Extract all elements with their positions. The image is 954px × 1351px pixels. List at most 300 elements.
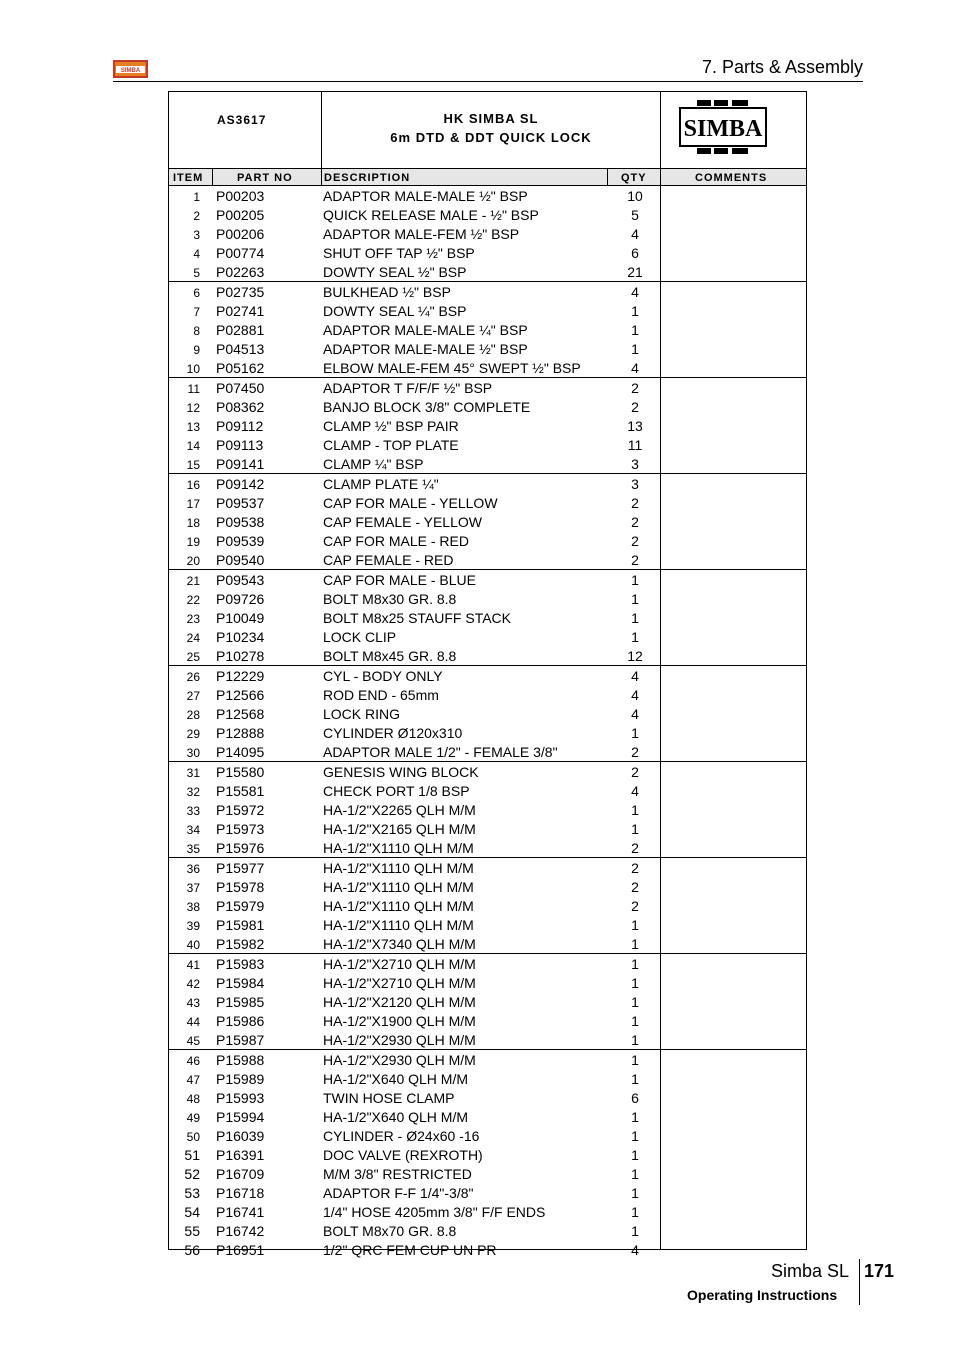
row-part-no: P15977 (216, 860, 265, 876)
row-description: CAP FOR MALE - YELLOW (323, 495, 498, 511)
row-part-no: P09538 (216, 514, 265, 530)
table-row (169, 186, 806, 205)
row-part-no: P15983 (216, 956, 265, 972)
row-qty: 4 (631, 1242, 639, 1258)
footer-subtitle: Operating Instructions (687, 1287, 838, 1303)
table-row (169, 742, 806, 762)
table-row (169, 608, 806, 627)
row-qty: 1 (631, 802, 639, 818)
row-item: 19 (186, 535, 200, 549)
row-item: 20 (186, 554, 200, 568)
row-qty: 1 (631, 591, 639, 607)
row-description: CYLINDER Ø120x310 (323, 725, 463, 741)
row-item: 42 (186, 977, 200, 991)
row-description: BOLT M8x45 GR. 8.8 (323, 648, 457, 664)
row-qty: 3 (631, 456, 639, 472)
row-item: 45 (186, 1034, 200, 1048)
row-item: 40 (186, 938, 200, 952)
row-qty: 2 (631, 399, 639, 415)
row-qty: 2 (631, 514, 639, 530)
row-qty: 10 (627, 188, 643, 204)
table-row (169, 570, 806, 589)
row-item: 48 (186, 1092, 200, 1106)
row-part-no: P12566 (216, 687, 265, 703)
row-description: BOLT M8x70 GR. 8.8 (323, 1223, 457, 1239)
column-headers (169, 169, 806, 186)
row-description: DOC VALVE (REXROTH) (323, 1147, 483, 1163)
row-part-no: P16718 (216, 1185, 265, 1201)
row-description: ADAPTOR MALE-MALE ½" BSP (323, 341, 528, 357)
row-qty: 2 (631, 533, 639, 549)
row-item: 46 (186, 1054, 200, 1068)
table-row (169, 224, 806, 243)
row-part-no: P15580 (216, 764, 265, 780)
table-row (169, 589, 806, 608)
assembly-title: HK SIMBA SL (443, 111, 539, 126)
table-row (169, 1030, 806, 1050)
row-item: 7 (193, 305, 200, 319)
row-description: HA-1/2"X1110 QLH M/M (323, 860, 474, 876)
row-item: 28 (186, 708, 200, 722)
row-qty: 2 (631, 744, 639, 760)
divider (321, 169, 322, 186)
row-description: GENESIS WING BLOCK (323, 764, 479, 780)
row-part-no: P16951 (216, 1242, 265, 1258)
table-row (169, 205, 806, 224)
row-description: ADAPTOR F-F 1/4"-3/8" (323, 1185, 474, 1201)
table-row (169, 666, 806, 685)
row-item: 56 (184, 1242, 200, 1258)
row-qty: 1 (631, 572, 639, 588)
table-row (169, 762, 806, 781)
row-description: HA-1/2"X640 QLH M/M (323, 1109, 469, 1125)
row-item: 55 (184, 1223, 200, 1239)
row-part-no: P15972 (216, 802, 265, 818)
row-qty: 2 (631, 840, 639, 856)
row-item: 4 (193, 247, 200, 261)
header-rule (113, 81, 863, 82)
table-row (169, 512, 806, 531)
row-qty: 6 (631, 245, 639, 261)
row-description: CAP FOR MALE - RED (323, 533, 469, 549)
table-row (169, 877, 806, 896)
table-row (169, 685, 806, 704)
row-qty: 21 (627, 264, 643, 280)
row-description: CLAMP ¼" BSP (323, 456, 424, 472)
row-qty: 1 (631, 975, 639, 991)
row-part-no: P15984 (216, 975, 265, 991)
table-row (169, 1183, 806, 1202)
table-row (169, 1145, 806, 1164)
row-qty: 1 (631, 322, 639, 338)
divider (660, 169, 661, 186)
row-item: 36 (186, 862, 200, 876)
table-row (169, 1011, 806, 1030)
row-part-no: P00206 (216, 226, 265, 242)
row-qty: 2 (631, 495, 639, 511)
row-part-no: P15979 (216, 898, 265, 914)
row-item: 51 (184, 1147, 200, 1163)
row-qty: 1 (631, 1204, 639, 1220)
row-qty: 4 (631, 360, 639, 376)
row-item: 22 (186, 593, 200, 607)
row-description: CLAMP PLATE ¼" (323, 476, 439, 492)
row-qty: 1 (631, 1032, 639, 1048)
row-item: 41 (186, 958, 200, 972)
row-part-no: P15581 (216, 783, 265, 799)
row-part-no: P15982 (216, 936, 265, 952)
section-title: 7. Parts & Assembly (701, 57, 863, 77)
row-item: 14 (186, 439, 200, 453)
divider (212, 169, 213, 186)
table-row (169, 1221, 806, 1240)
divider (607, 169, 608, 186)
row-description: DOWTY SEAL ½" BSP (323, 264, 467, 280)
row-qty: 13 (627, 418, 643, 434)
table-row (169, 493, 806, 512)
row-description: QUICK RELEASE MALE - ½" BSP (323, 207, 539, 223)
row-qty: 1 (631, 994, 639, 1010)
table-row (169, 1202, 806, 1221)
row-item: 1 (193, 190, 200, 204)
table-row (169, 1164, 806, 1183)
row-part-no: P15986 (216, 1013, 265, 1029)
row-description: HA-1/2"X2120 QLH M/M (323, 994, 476, 1010)
col-description: DESCRIPTION (324, 172, 411, 184)
row-item: 3 (193, 228, 200, 242)
table-row (169, 1088, 806, 1107)
row-part-no: P12888 (216, 725, 265, 741)
row-part-no: P14095 (216, 744, 265, 760)
table-row (169, 550, 806, 570)
row-part-no: P02735 (216, 284, 265, 300)
table-row (169, 301, 806, 320)
divider (660, 92, 661, 169)
table-row (169, 416, 806, 435)
assembly-subtitle: 6m DTD & DDT QUICK LOCK (390, 130, 592, 145)
row-part-no: P04513 (216, 341, 265, 357)
row-description: HA-1/2"X2930 QLH M/M (323, 1052, 476, 1068)
row-description: CAP FEMALE - RED (323, 552, 454, 568)
row-part-no: P15973 (216, 821, 265, 837)
row-qty: 3 (631, 476, 639, 492)
table-row (169, 531, 806, 550)
row-qty: 2 (631, 860, 639, 876)
row-part-no: P09142 (216, 476, 265, 492)
row-item: 43 (186, 996, 200, 1010)
row-description: 1/4" HOSE 4205mm 3/8" F/F ENDS (323, 1204, 546, 1220)
table-row (169, 954, 806, 973)
table-row (169, 800, 806, 819)
row-item: 50 (186, 1130, 200, 1144)
row-qty: 1 (631, 1185, 639, 1201)
row-description: HA-1/2"X1110 QLH M/M (323, 879, 474, 895)
table-row (169, 646, 806, 666)
row-description: HA-1/2"X2710 QLH M/M (323, 975, 476, 991)
table-row (169, 704, 806, 723)
row-qty: 1 (631, 1013, 639, 1029)
table-row (169, 1240, 806, 1259)
row-description: TWIN HOSE CLAMP (323, 1090, 455, 1106)
row-description: ADAPTOR MALE 1/2" - FEMALE 3/8" (323, 744, 558, 760)
row-part-no: P09537 (216, 495, 265, 511)
row-qty: 1 (631, 629, 639, 645)
row-item: 17 (186, 497, 200, 511)
row-qty: 4 (631, 706, 639, 722)
row-qty: 1 (631, 303, 639, 319)
row-item: 37 (186, 881, 200, 895)
row-qty: 2 (631, 552, 639, 568)
row-part-no: P16039 (216, 1128, 265, 1144)
row-part-no: P09113 (216, 437, 264, 453)
row-item: 2 (193, 209, 200, 223)
row-description: CAP FEMALE - YELLOW (323, 514, 482, 530)
row-item: 25 (186, 650, 200, 664)
row-description: DOWTY SEAL ¼" BSP (323, 303, 467, 319)
row-part-no: P16391 (216, 1147, 265, 1163)
row-item: 30 (186, 746, 200, 760)
row-part-no: P12568 (216, 706, 265, 722)
table-row (169, 1107, 806, 1126)
row-item: 24 (186, 631, 200, 645)
row-item: 8 (193, 324, 200, 338)
row-qty: 1 (631, 610, 639, 626)
row-description: HA-1/2"X2930 QLH M/M (323, 1032, 476, 1048)
row-item: 26 (186, 670, 200, 684)
row-qty: 1 (631, 936, 639, 952)
table-row (169, 858, 806, 877)
row-description: 1/2" QRC FEM CUP UN PR (323, 1242, 497, 1258)
row-description: ELBOW MALE-FEM 45° SWEPT ½" BSP (323, 360, 581, 376)
row-item: 9 (193, 343, 200, 357)
row-part-no: P15994 (216, 1109, 265, 1125)
row-item: 16 (186, 478, 200, 492)
col-qty: QTY (621, 172, 647, 184)
row-item: 31 (186, 766, 200, 780)
simba-logo-small (113, 60, 148, 78)
row-description: BOLT M8x30 GR. 8.8 (323, 591, 457, 607)
row-qty: 6 (631, 1090, 639, 1106)
table-row (169, 915, 806, 934)
row-qty: 4 (631, 783, 639, 799)
col-part-no: PART NO (237, 172, 293, 184)
row-description: CLAMP - TOP PLATE (323, 437, 459, 453)
row-item: 23 (186, 612, 200, 626)
row-description: LOCK RING (323, 706, 401, 722)
row-description: HA-1/2"X1110 QLH M/M (323, 840, 474, 856)
row-qty: 1 (631, 1071, 639, 1087)
page-number: 171 (864, 1261, 895, 1281)
table-row (169, 243, 806, 262)
row-qty: 4 (631, 668, 639, 684)
row-part-no: P12229 (216, 668, 265, 684)
row-part-no: P15981 (216, 917, 265, 933)
row-description: HA-1/2"X2265 QLH M/M (323, 802, 476, 818)
table-row (169, 454, 806, 474)
row-qty: 1 (631, 341, 639, 357)
row-item: 44 (186, 1015, 200, 1029)
row-part-no: P09141 (216, 456, 265, 472)
assembly-number: AS3617 (217, 113, 267, 127)
table-row (169, 282, 806, 301)
row-part-no: P09539 (216, 533, 265, 549)
table-row (169, 1126, 806, 1145)
row-description: BULKHEAD ½" BSP (323, 284, 451, 300)
row-part-no: P00205 (216, 207, 265, 223)
row-qty: 4 (631, 687, 639, 703)
row-item: 18 (186, 516, 200, 530)
table-row (169, 934, 806, 954)
row-item: 38 (186, 900, 200, 914)
table-row (169, 1069, 806, 1088)
row-part-no: P16741 (216, 1204, 265, 1220)
row-part-no: P00774 (216, 245, 265, 261)
row-item: 13 (186, 420, 200, 434)
row-description: CYL - BODY ONLY (323, 668, 443, 684)
row-item: 53 (184, 1185, 200, 1201)
row-item: 54 (184, 1204, 200, 1220)
table-row (169, 896, 806, 915)
row-description: HA-1/2"X1110 QLH M/M (323, 898, 474, 914)
row-description: HA-1/2"X2710 QLH M/M (323, 956, 476, 972)
row-description: ADAPTOR MALE-MALE ½" BSP (323, 188, 528, 204)
row-qty: 4 (631, 226, 639, 242)
row-part-no: P02263 (216, 264, 265, 280)
row-part-no: P08362 (216, 399, 265, 415)
table-row (169, 262, 806, 282)
parts-table (168, 91, 807, 1258)
row-description: ROD END - 65mm (323, 687, 439, 703)
row-qty: 12 (627, 648, 643, 664)
row-item: 34 (186, 823, 200, 837)
table-row (169, 838, 806, 858)
row-qty: 1 (631, 1109, 639, 1125)
svg-text:SIMBA: SIMBA (120, 68, 141, 74)
row-description: HA-1/2"X2165 QLH M/M (323, 821, 476, 837)
row-description: CLAMP ½" BSP PAIR (323, 418, 459, 434)
row-description: LOCK CLIP (323, 629, 397, 645)
row-description: CYLINDER - Ø24x60 -16 (323, 1128, 480, 1144)
footer-model: Simba SL (771, 1261, 850, 1281)
row-part-no: P09543 (216, 572, 265, 588)
row-description: CAP FOR MALE - BLUE (323, 572, 477, 588)
row-description: CHECK PORT 1/8 BSP (323, 783, 470, 799)
table-row (169, 320, 806, 339)
row-part-no: P15978 (216, 879, 265, 895)
row-qty: 1 (631, 1147, 639, 1163)
row-item: 49 (186, 1111, 200, 1125)
row-part-no: P10049 (216, 610, 265, 626)
table-body (169, 186, 806, 1259)
row-qty: 2 (631, 898, 639, 914)
row-item: 21 (186, 574, 200, 588)
row-description: M/M 3/8" RESTRICTED (323, 1166, 472, 1182)
row-description: BANJO BLOCK 3/8" COMPLETE (323, 399, 531, 415)
row-qty: 1 (631, 1166, 639, 1182)
row-part-no: P15987 (216, 1032, 265, 1048)
row-item: 29 (186, 727, 200, 741)
row-qty: 1 (631, 1052, 639, 1068)
col-comments: COMMENTS (695, 172, 768, 184)
table-row (169, 819, 806, 838)
row-part-no: P10278 (216, 648, 265, 664)
row-part-no: P15989 (216, 1071, 265, 1087)
row-part-no: P02881 (216, 322, 265, 338)
row-qty: 2 (631, 879, 639, 895)
row-part-no: P15993 (216, 1090, 265, 1106)
row-item: 39 (186, 919, 200, 933)
row-item: 47 (186, 1073, 200, 1087)
row-part-no: P16742 (216, 1223, 265, 1239)
row-item: 32 (186, 785, 200, 799)
row-part-no: P16709 (216, 1166, 265, 1182)
row-item: 10 (186, 362, 200, 376)
row-part-no: P09726 (216, 591, 265, 607)
row-description: HA-1/2"X7340 QLH M/M (323, 936, 476, 952)
row-qty: 1 (631, 821, 639, 837)
row-qty: 5 (631, 207, 639, 223)
row-description: BOLT M8x25 STAUFF STACK (323, 610, 512, 626)
row-part-no: P09540 (216, 552, 265, 568)
svg-text:SIMBA: SIMBA (683, 116, 763, 142)
table-row (169, 992, 806, 1011)
row-item: 11 (187, 382, 200, 396)
row-part-no: P07450 (216, 380, 265, 396)
table-row (169, 723, 806, 742)
table-row (169, 1050, 806, 1069)
row-part-no: P15988 (216, 1052, 265, 1068)
simba-logo (677, 98, 769, 158)
row-item: 52 (184, 1166, 200, 1182)
row-item: 6 (193, 286, 200, 300)
table-row (169, 435, 806, 454)
row-description: SHUT OFF TAP ½" BSP (323, 245, 475, 261)
table-row (169, 627, 806, 646)
row-item: 12 (186, 401, 200, 415)
table-row (169, 781, 806, 800)
row-part-no: P05162 (216, 360, 265, 376)
row-item: 5 (193, 266, 200, 280)
row-qty: 4 (631, 284, 639, 300)
row-part-no: P15976 (216, 840, 265, 856)
row-description: ADAPTOR MALE-MALE ¼" BSP (323, 322, 528, 338)
row-description: ADAPTOR T F/F/F ½" BSP (323, 380, 493, 396)
row-qty: 1 (631, 1128, 639, 1144)
row-qty: 2 (631, 764, 639, 780)
row-description: HA-1/2"X1900 QLH M/M (323, 1013, 476, 1029)
col-item: ITEM (173, 172, 204, 184)
row-description: HA-1/2"X1110 QLH M/M (323, 917, 474, 933)
table-row (169, 339, 806, 358)
table-row (169, 378, 806, 397)
table-row (169, 474, 806, 493)
row-description: HA-1/2"X640 QLH M/M (323, 1071, 469, 1087)
row-item: 35 (186, 842, 200, 856)
row-part-no: P09112 (216, 418, 264, 434)
row-item: 33 (186, 804, 200, 818)
row-qty: 1 (631, 725, 639, 741)
row-qty: 11 (627, 437, 643, 453)
row-part-no: P15985 (216, 994, 265, 1010)
row-part-no: P02741 (216, 303, 265, 319)
row-qty: 2 (631, 380, 639, 396)
footer-divider (859, 1259, 860, 1305)
row-qty: 1 (631, 1223, 639, 1239)
row-part-no: P00203 (216, 188, 265, 204)
table-row (169, 397, 806, 416)
row-item: 27 (186, 689, 200, 703)
row-part-no: P10234 (216, 629, 265, 645)
